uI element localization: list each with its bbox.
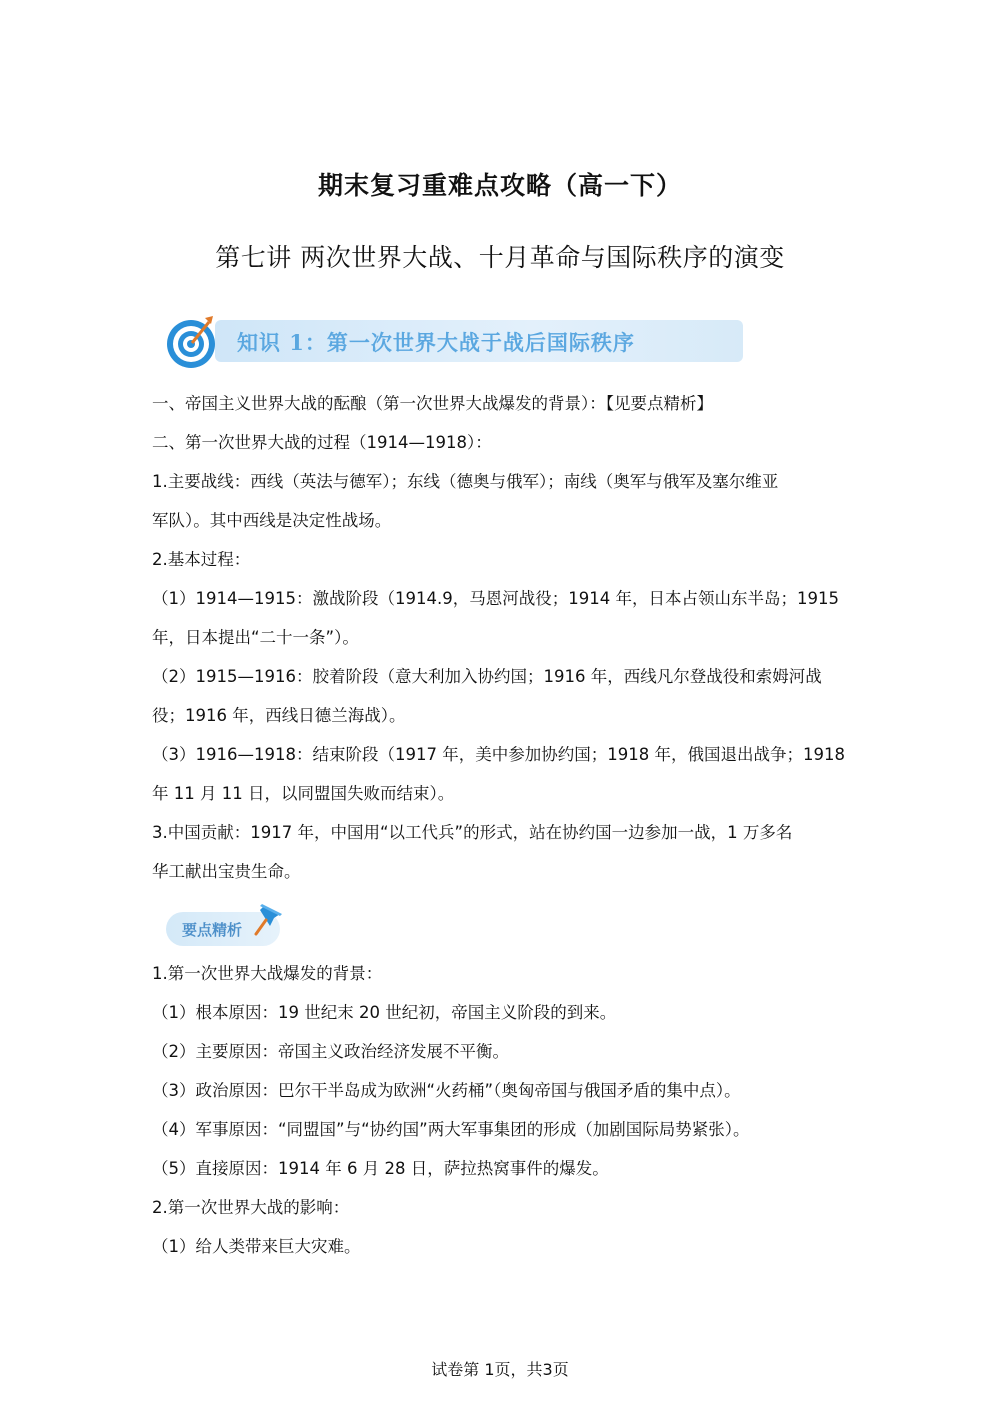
badge-label: 要点精析: [182, 921, 243, 939]
key-point-line: （5）直接原因：1914 年 6 月 28 日，萨拉热窝事件的爆发。: [152, 1159, 609, 1178]
target-icon: [165, 314, 221, 370]
body-line: 2.基本过程：: [152, 550, 251, 569]
document-title: 期末复习重难点攻略（高一下）: [317, 171, 682, 200]
body-line: 3.中国贡献：1917 年，中国用“以工代兵”的形式，站在协约国一边参加一战，1 万多名: [152, 823, 793, 842]
body-line: 一、帝国主义世界大战的酝酿（第一次世界大战爆发的背景）：【见要点精析】: [152, 394, 713, 413]
key-points-badge: [166, 900, 290, 950]
key-point-line: （1）根本原因：19 世纪末 20 世纪初，帝国主义阶段的到来。: [152, 1003, 617, 1022]
body-line: 年，日本提出“二十一条”）。: [152, 628, 359, 647]
lecture-subtitle: 第七讲 两次世界大战、十月革命与国际秩序的演变: [215, 243, 785, 272]
section-heading: 知识 1：第一次世界大战于战后国际秩序: [237, 330, 635, 355]
key-point-line: （3）政治原因：巴尔干半岛成为欧洲“火药桶”（奥匈帝国与俄国矛盾的集中点）。: [152, 1081, 741, 1100]
body-line: 1.主要战线：西线（英法与德军）；东线（德奥与俄军）；南线（奥军与俄军及塞尔维亚: [152, 472, 779, 491]
body-line: 役；1916 年，西线日德兰海战）。: [152, 706, 406, 725]
body-line: 年 11 月 11 日，以同盟国失败而结束）。: [152, 784, 455, 803]
body-line: 二、第一次世界大战的过程（1914—1918）：: [152, 433, 492, 452]
body-line: 军队）。其中西线是决定性战场。: [152, 511, 392, 530]
body-line: 华工献出宝贵生命。: [152, 862, 301, 881]
key-point-line: （4）军事原因：“同盟国”与“协约国”两大军事集团的形成（加剧国际局势紧张）。: [152, 1120, 750, 1139]
key-point-line: （2）主要原因：帝国主义政治经济发展不平衡。: [152, 1042, 509, 1061]
body-line: （1）1914—1915：激战阶段（1914.9，马恩河战役；1914 年，日本占领山东半岛；1915: [152, 589, 839, 608]
key-point-line: 2.第一次世界大战的影响：: [152, 1198, 350, 1217]
pushpin-icon: [250, 900, 290, 940]
page-footer: 试卷第 1页，共3页: [431, 1360, 569, 1379]
key-point-line: 1.第一次世界大战爆发的背景：: [152, 964, 383, 983]
body-line: （2）1915—1916：胶着阶段（意大利加入协约国；1916 年，西线凡尔登战役和索姆河战: [152, 667, 822, 686]
body-line: （3）1916—1918：结束阶段（1917 年，美中参加协约国；1918 年，俄国退出战争；1918: [152, 745, 845, 764]
section-banner: [165, 312, 745, 372]
key-point-line: （1）给人类带来巨大灾难。: [152, 1237, 361, 1256]
